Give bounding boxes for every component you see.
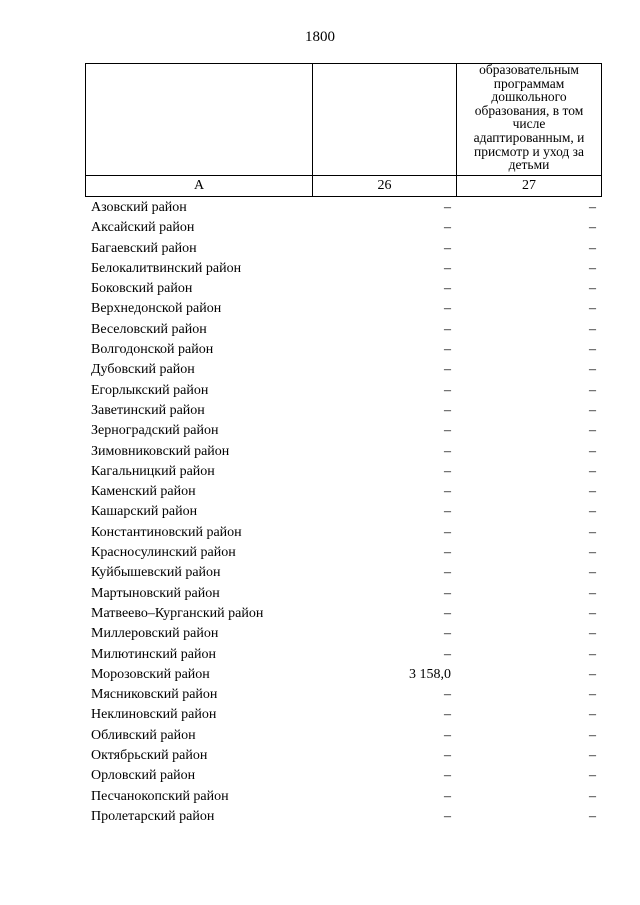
value-col-26: –	[444, 484, 451, 500]
value-col-26: –	[444, 423, 451, 439]
table-row	[91, 320, 601, 340]
district-name: Волгодонской район	[91, 342, 214, 358]
value-col-26: –	[444, 748, 451, 764]
value-col-26: –	[444, 402, 451, 418]
value-col-27: –	[589, 200, 596, 215]
table-row	[91, 198, 601, 218]
district-name: Заветинский район	[91, 402, 205, 418]
table-row	[91, 259, 601, 279]
table-row	[91, 462, 601, 482]
table-row	[91, 563, 601, 583]
value-col-26: 3 158,0	[409, 666, 451, 682]
value-col-27: –	[589, 260, 596, 276]
value-col-27: –	[589, 382, 596, 398]
value-col-27: –	[589, 727, 596, 743]
value-col-26: –	[444, 585, 451, 601]
district-name: Мясниковский район	[91, 687, 218, 703]
table-row	[91, 381, 601, 401]
table-row	[91, 665, 601, 685]
district-name: Кашарский район	[91, 504, 198, 520]
table-row	[91, 645, 601, 665]
value-col-27: –	[589, 342, 596, 358]
value-col-27: –	[589, 646, 596, 662]
table-row	[91, 543, 601, 563]
table-row	[91, 787, 601, 807]
value-col-27: –	[589, 484, 596, 500]
table-row	[91, 807, 601, 827]
table-row	[91, 442, 601, 462]
value-col-26: –	[444, 727, 451, 743]
value-col-26: –	[444, 768, 451, 784]
header-cell-a	[86, 64, 313, 176]
district-name: Кагальницкий район	[91, 463, 215, 479]
district-name: Аксайский район	[91, 220, 195, 236]
value-col-26: –	[444, 565, 451, 581]
value-col-27: –	[589, 707, 596, 723]
district-name: Обливский район	[91, 727, 196, 743]
value-col-26: –	[444, 524, 451, 540]
district-name: Багаевский район	[91, 240, 197, 256]
district-name: Миллеровский район	[91, 626, 219, 642]
table-row	[91, 239, 601, 259]
table-row	[91, 685, 601, 705]
district-name: Матвеево–Курганский район	[91, 605, 264, 621]
district-name: Дубовский район	[91, 362, 195, 378]
table-row	[91, 746, 601, 766]
header-row	[86, 64, 602, 176]
district-name: Зерноградский район	[91, 423, 219, 439]
value-col-26: –	[444, 301, 451, 317]
column-index-row	[86, 176, 602, 197]
column-index-26: 26	[313, 176, 457, 197]
district-name: Неклиновский район	[91, 707, 217, 723]
table-row	[91, 360, 601, 380]
table-row	[91, 279, 601, 299]
district-name: Орловский район	[91, 768, 196, 784]
value-col-27: –	[589, 402, 596, 418]
table-row	[91, 523, 601, 543]
value-col-27: –	[589, 463, 596, 479]
page-number: 1800	[305, 29, 335, 45]
table-row	[91, 502, 601, 522]
value-col-26: –	[444, 605, 451, 621]
table-row	[91, 584, 601, 604]
header-27-label: образовательным программам дошкольного образования, в том числе адаптированным, и присмотр и уход за детьми	[473, 62, 585, 173]
district-name: Верхнедонской район	[91, 301, 222, 317]
value-col-27: –	[589, 524, 596, 540]
value-col-26: –	[444, 362, 451, 378]
value-col-26: –	[444, 443, 451, 459]
value-col-26: –	[444, 240, 451, 256]
value-col-26: –	[444, 545, 451, 561]
value-col-27: –	[589, 301, 596, 317]
value-col-26: –	[444, 707, 451, 723]
value-col-27: –	[589, 768, 596, 784]
value-col-27: –	[589, 423, 596, 439]
value-col-27: –	[589, 687, 596, 703]
table-row	[91, 482, 601, 502]
value-col-27: –	[589, 808, 596, 824]
table-header	[85, 63, 602, 197]
value-col-27: –	[589, 585, 596, 601]
table-row	[91, 726, 601, 746]
district-name: Егорлыкский район	[91, 382, 209, 398]
district-name: Боковский район	[91, 281, 193, 297]
value-col-27: –	[589, 504, 596, 520]
table-row	[91, 421, 601, 441]
value-col-27: –	[589, 666, 596, 682]
district-name: Морозовский район	[91, 666, 210, 682]
value-col-27: –	[589, 362, 596, 378]
header-cell-26	[313, 64, 457, 176]
value-col-26: –	[444, 260, 451, 276]
value-col-27: –	[589, 565, 596, 581]
value-col-27: –	[589, 626, 596, 642]
district-name: Зимовниковский район	[91, 443, 230, 459]
district-name: Веселовский район	[91, 321, 207, 337]
value-col-26: –	[444, 220, 451, 236]
value-col-26: –	[444, 281, 451, 297]
table-row	[91, 705, 601, 725]
value-col-27: –	[589, 281, 596, 297]
district-name: Пролетарский район	[91, 808, 215, 824]
header-cell-27	[457, 64, 602, 176]
value-col-27: –	[589, 220, 596, 236]
column-index-a: А	[86, 176, 313, 197]
district-name: Октябрьский район	[91, 748, 208, 764]
table-row	[91, 604, 601, 624]
table-row	[91, 401, 601, 421]
value-col-26: –	[444, 626, 451, 642]
value-col-27: –	[589, 605, 596, 621]
district-name: Каменский район	[91, 484, 196, 500]
value-col-26: –	[444, 687, 451, 703]
value-col-26: –	[444, 808, 451, 824]
table-body	[91, 198, 601, 827]
district-name: Мартыновский район	[91, 585, 220, 601]
table-row	[91, 299, 601, 319]
district-name: Песчанокопский район	[91, 788, 229, 804]
value-col-27: –	[589, 321, 596, 337]
district-name: Белокалитвинский район	[91, 260, 242, 276]
value-col-26: –	[444, 646, 451, 662]
value-col-26: –	[444, 321, 451, 337]
value-col-26: –	[444, 342, 451, 358]
column-index-27: 27	[457, 176, 602, 197]
district-name: Азовский район	[91, 200, 187, 215]
district-name: Куйбышевский район	[91, 565, 221, 581]
district-name: Милютинский район	[91, 646, 217, 662]
value-col-27: –	[589, 545, 596, 561]
table-row	[91, 340, 601, 360]
value-col-27: –	[589, 443, 596, 459]
table-row	[91, 218, 601, 238]
value-col-26: –	[444, 382, 451, 398]
district-name: Красносулинский район	[91, 545, 236, 561]
value-col-27: –	[589, 788, 596, 804]
value-col-27: –	[589, 748, 596, 764]
value-col-26: –	[444, 788, 451, 804]
district-name: Константиновский район	[91, 524, 242, 540]
value-col-26: –	[444, 463, 451, 479]
table-row	[91, 766, 601, 786]
value-col-27: –	[589, 240, 596, 256]
table-row	[91, 624, 601, 644]
value-col-26: –	[444, 200, 451, 215]
value-col-26: –	[444, 504, 451, 520]
